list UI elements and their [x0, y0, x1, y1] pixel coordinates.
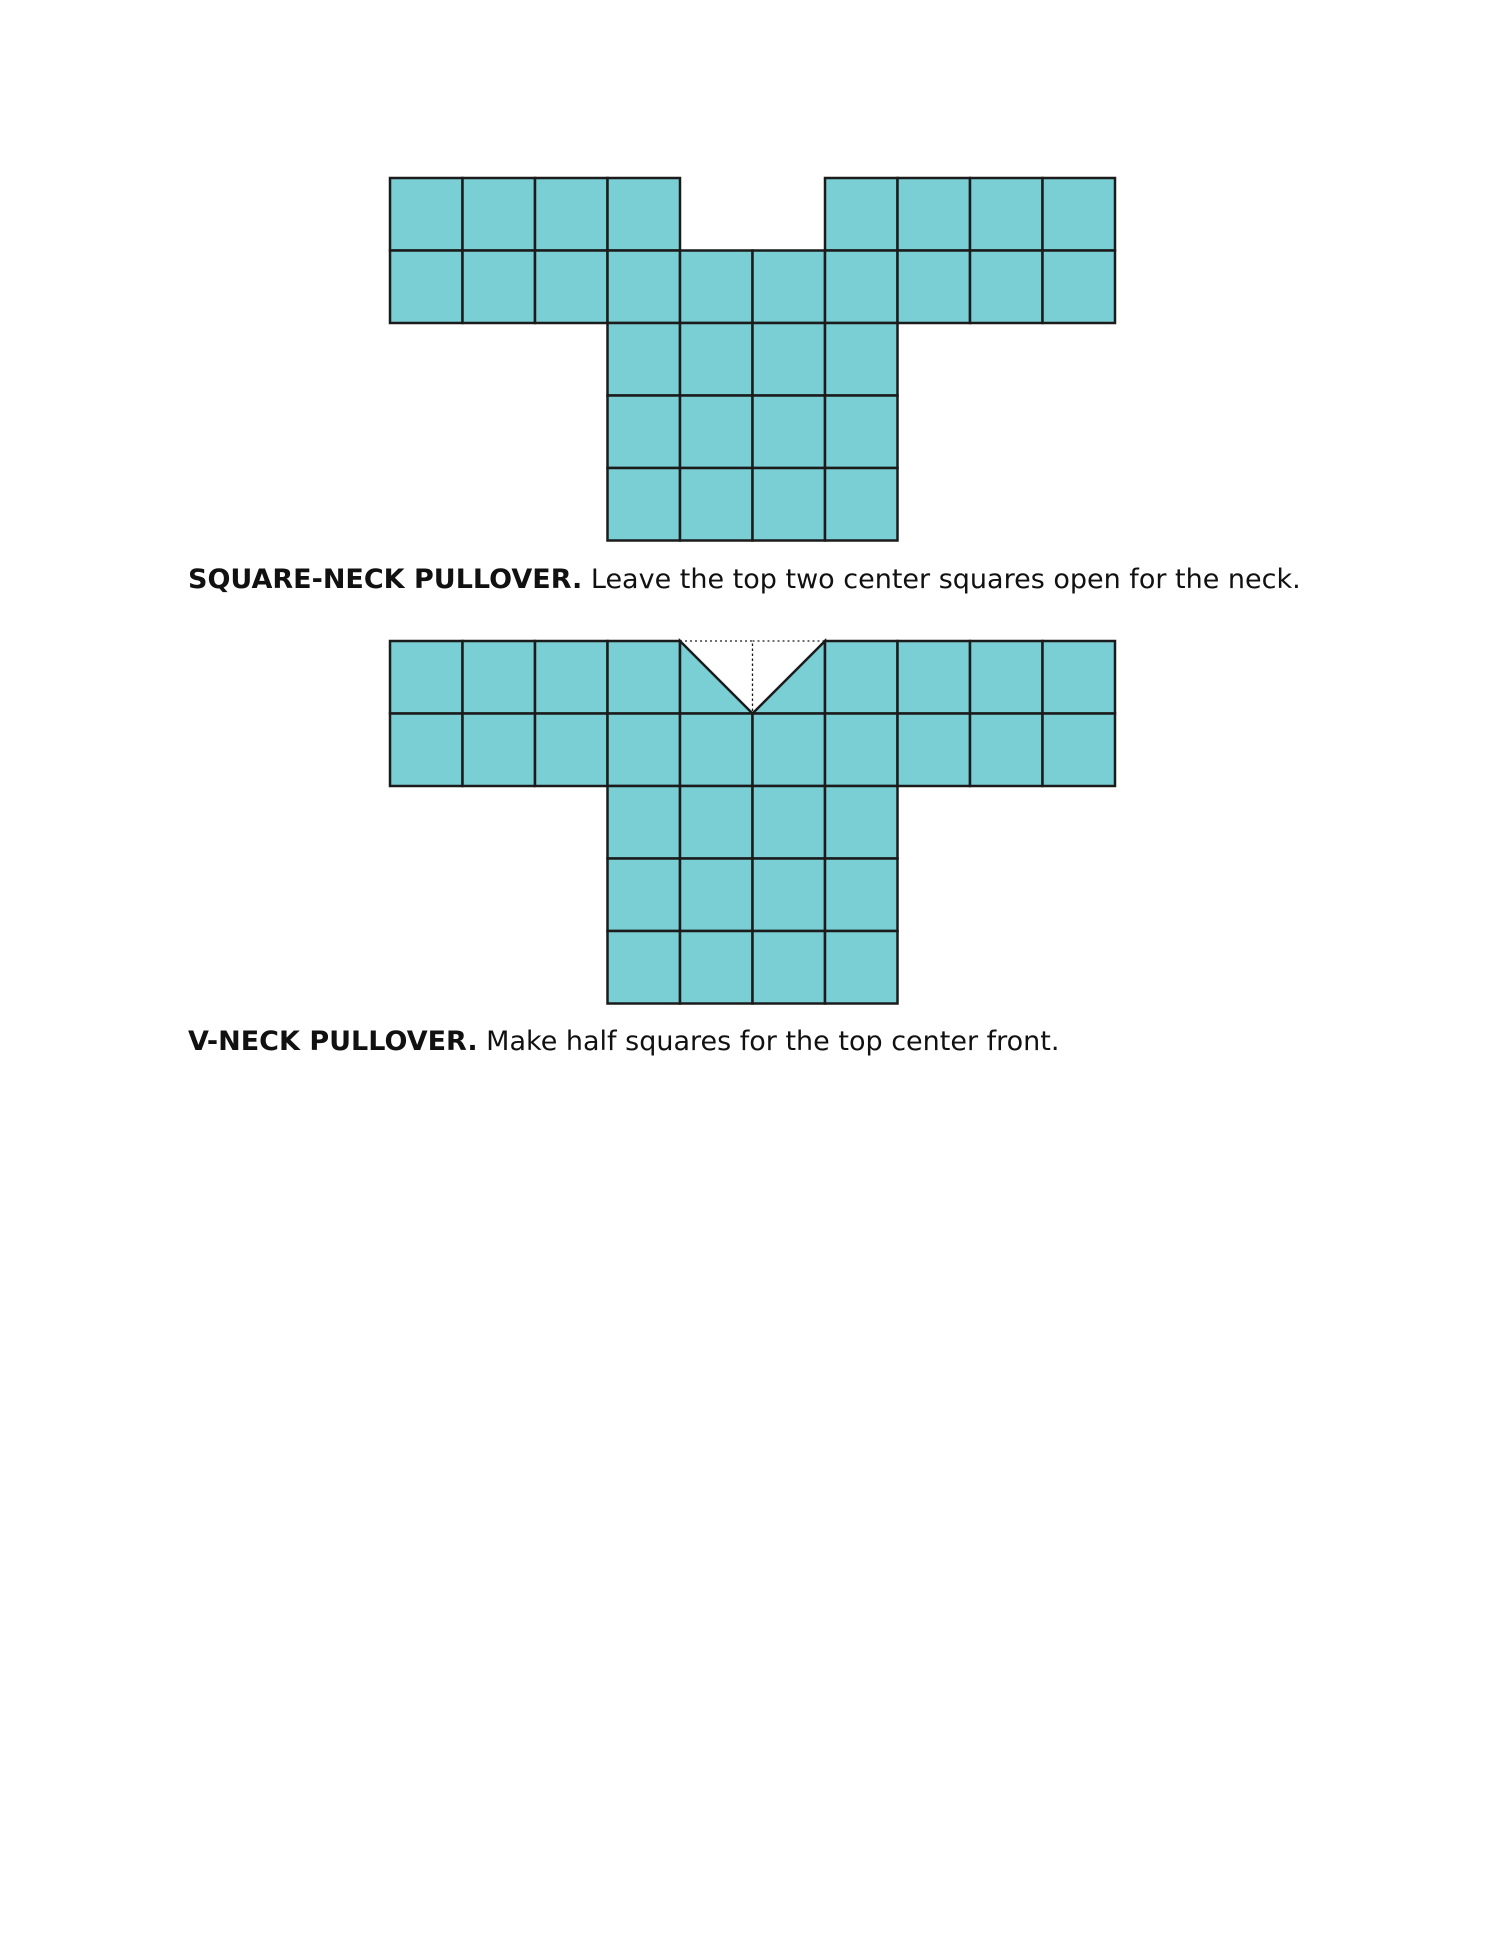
grid-square — [753, 714, 826, 787]
grid-square — [680, 714, 753, 787]
v-neck-caption-text: Make half squares for the top center front. — [477, 1026, 1060, 1057]
grid-square — [608, 931, 681, 1004]
grid-square — [898, 641, 971, 714]
grid-square — [825, 714, 898, 787]
grid-square — [535, 714, 608, 787]
grid-square — [608, 714, 681, 787]
square-neck-caption-text: Leave the top two center squares open for the neck. — [582, 564, 1301, 595]
grid-square — [608, 641, 681, 714]
grid-square — [825, 786, 898, 859]
grid-square — [463, 714, 536, 787]
grid-square — [535, 641, 608, 714]
grid-square — [825, 931, 898, 1004]
grid-square — [825, 641, 898, 714]
grid-square — [390, 641, 463, 714]
grid-square — [753, 859, 826, 932]
v-neck-caption-title: V-NECK PULLOVER. — [188, 1026, 478, 1057]
grid-square — [608, 786, 681, 859]
v-neck-caption — [188, 1028, 1059, 1055]
grid-square — [680, 786, 753, 859]
grid-square — [608, 859, 681, 932]
grid-square — [1043, 714, 1116, 787]
grid-square — [970, 714, 1043, 787]
square-neck-caption-title: SQUARE-NECK PULLOVER. — [188, 564, 583, 595]
grid-square — [825, 859, 898, 932]
half-square-triangle — [680, 641, 753, 714]
grid-square — [680, 931, 753, 1004]
grid-square — [463, 641, 536, 714]
grid-square — [390, 714, 463, 787]
grid-square — [753, 786, 826, 859]
grid-square — [753, 931, 826, 1004]
grid-square — [970, 641, 1043, 714]
grid-square — [1043, 641, 1116, 714]
half-square-triangle — [753, 641, 826, 714]
grid-square — [898, 714, 971, 787]
grid-square — [680, 859, 753, 932]
